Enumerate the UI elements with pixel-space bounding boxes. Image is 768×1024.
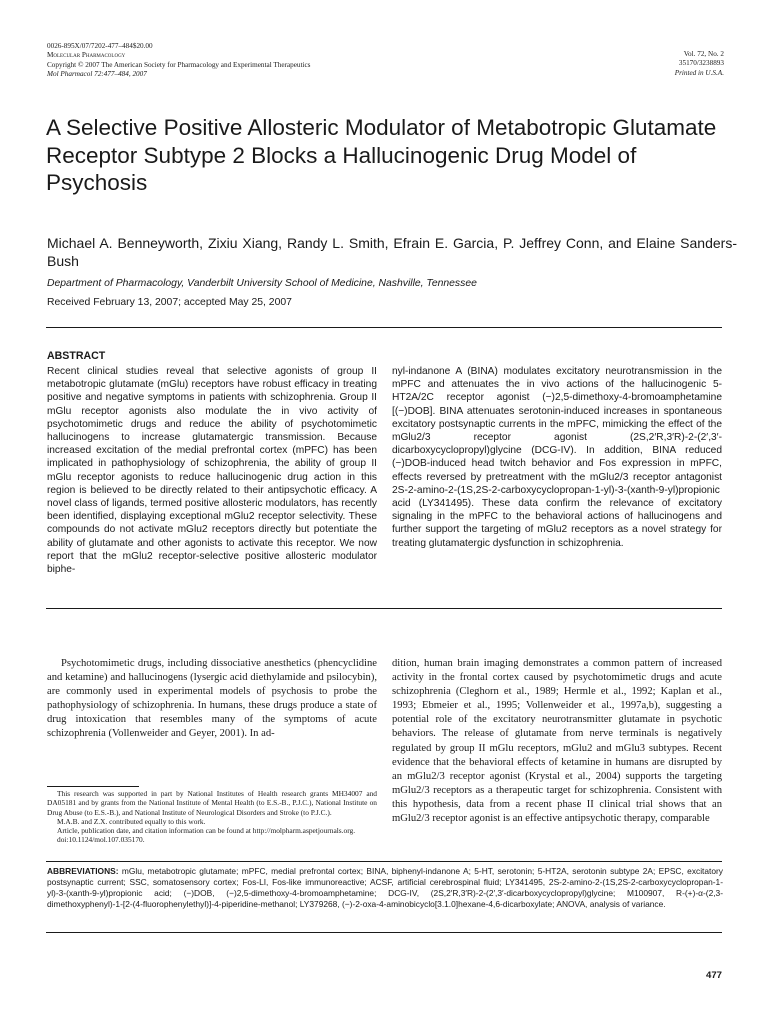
abstract-heading: ABSTRACT — [47, 350, 106, 362]
page-number: 477 — [705, 970, 722, 981]
received-dates: Received February 13, 2007; accepted May 25, 2007 — [47, 297, 292, 308]
publication-footnote: Article, publication date, and citation information can be found at http://molpharm.aspetjournals.org. — [57, 826, 356, 836]
journal-header-right — [675, 50, 724, 78]
top-divider — [46, 327, 722, 328]
journal-name: Molecular Pharmacology — [47, 51, 126, 60]
contribution-footnote: M.A.B. and Z.X. contributed equally to this work. — [57, 816, 206, 826]
citation-line: Mol Pharmacol 72:477–484, 2007 — [47, 70, 147, 79]
abbreviations — [47, 866, 723, 910]
bottom-divider — [46, 932, 722, 933]
abbreviations-label: ABBREVIATIONS: — [47, 866, 119, 876]
abstract-right-column: nyl-indanone A (BINA) modulates excitatory neurotransmission in the mPFC and attenuates the in vivo actions of the hallucinogenic 5-HT2A/2C receptor agonist (−)2,5-dimethoxy-4-bromoamphetamine [(−)DOB]. BINA attenuates serotonin-induced increases in spontaneous excitatory postsynaptic currents in the mPFC, mimicking the effect of the mGlu2/3 receptor agonist (2S,2′R,3′R)-2-(2′,3′-dicarboxycyclopropyl)glycine (DCG-IV). In addition, BINA reduced (−)DOB-induced head twitch behavior and Fos expression in mPFC, effects reversed by pretreatment with the mGlu2/3 receptor antagonist 2S-2-amino-2-(1S,2S-2-carboxycyclopropan-1-yl)-3-(xanth-9-yl)propionic acid (LY341495). These data confirm the relevance of excitatory signaling in the mPFC to the behavioral actions of hallucinogens and further support the targeting of mGlu2 receptors as a novel strategy for treating glutamatergic dysfunction in schizophrenia. — [392, 366, 722, 549]
article-id: 35170/3238893 — [678, 59, 724, 68]
abbreviations-divider — [46, 861, 722, 862]
abstract-left-column: Recent clinical studies reveal that selective agonists of group II metabotropic glutamate (mGlu) receptors have robust efficacy in treating positive and negative symptoms in patients with schizophrenia. Group II mGlu receptor agonists also modulate the in vivo activity of psychotomimetic drugs and reduce the ability of psychotomimetic hallucinogens to increase glutamatergic transmission. Because increased excitation of the medial prefrontal cortex (mPFC) has been implicated in pathophysiology of schizophrenia, the ability of group II mGlu receptor agonists to reduce hallucinogenic drug action in this region is believed to be directly related to their antipsychotic efficacy. A novel class of ligands, termed positive allosteric modulators, has recently been identified, displaying exceptional mGlu2 receptor selectivity. These compounds do not activate mGlu2 receptors directly but potentiate the ability of glutamate and other agonists to activate this receptor. We now report that the mGlu2 receptor-selective positive allosteric modulator biphe- — [47, 366, 377, 576]
author-list: Michael A. Benneyworth, Zixiu Xiang, Randy L. Smith, Efrain E. Garcia, P. Jeffrey Conn, and Elaine Sanders-Bush — [47, 235, 737, 269]
abstract-divider — [46, 608, 722, 609]
journal-header-left — [47, 42, 310, 80]
abbreviations-text: mGlu, metabotropic glutamate; mPFC, medial prefrontal cortex; BINA, biphenyl-indanone A; 5-HT, serotonin; 5-HT2A, serotonin subtype 2A; EPSC, excitatory postsynaptic current; SSC, somatosensory cortex; Fos-LI, Fos-like immunoreactive; ACSF, artificial cerebrospinal fluid; LY341495, 2S-2-amino-2-(1S,2S-2-carboxycyclopropan-1-yl)-3-(xanth-9-yl)propionic acid; (−)DOB, (−)2,5-dimethoxy-4-bromoamphetamine; DCG-IV, (2S,2′R,3′R)-2-(2′,3′-dicarboxycyclopropyl)glycine; M100907, R-(+)-α-(2,3-dimethoxyphenyl)-1-[2-(4-fluorophenylethyl)]-4-piperidine-methanol; LY379268, (−)-2-oxa-4-aminobicyclo[3.1.0]hexane-4,6-dicarboxylate; ANOVA, analysis of variance. — [47, 866, 723, 909]
footnote-divider — [47, 786, 139, 787]
printed-line: Printed in U.S.A. — [674, 68, 724, 77]
footnotes — [47, 789, 377, 845]
body-left-column: Psychotomimetic drugs, including dissociative anesthetics (phencyclidine and ketamine) and hallucinogens (lysergic acid diethylamide and psilocybin), are commonly used in experimental models of psychosis to probe the pathophysiology of schizophrenia. In humans, these drugs produce a state of drug intoxication that resembles many of the symptoms of acute schizophrenia (Vollenweider and Geyer, 2001). In ad- — [47, 658, 377, 740]
affiliation: Department of Pharmacology, Vanderbilt University School of Medicine, Nashville, Tennessee — [47, 278, 477, 289]
article-title: A Selective Positive Allosteric Modulator of Metabotropic Glutamate Receptor Subtype 2 Blocks a Hallucinogenic Drug Model of Psychosis — [46, 115, 717, 195]
funding-footnote: This research was supported in part by National Institutes of Health research grants MH34007 and DA05181 and by grants from the National Institute of Mental Health (to E.S.-B., P.J.C.), National Institute on Drug Abuse (to E.S.-B.), and National Institute of Neurological Disorders and Stroke (to P.J.C.). — [47, 789, 377, 817]
body-right-column: dition, human brain imaging demonstrates a common pattern of increased activity in the frontal cortex caused by psychotomimetic drugs and acute schizophrenia (Cleghorn et al., 1989; Hermle et al., 1992; Kaplan et al., 1993; Ebmeier et al., 1995; Vollenweider et al., 1997a,b), suggesting a potential role of the excitatory neurotransmitter glutamate in psychotic behaviors. The release of glutamate from nerve terminals is negatively regulated by group II mGlu receptors, mGlu2 and mGlu3 subtypes. Recent evidence that the behavioral effects of ketamine in humans are disrupted by an mGlu2/3 receptor agonist (Krystal et al., 2004) supports the targeting mGlu2/3 receptors as a therapeutic target for schizophrenia. Consistent with this hypothesis, data from a recent phase II clinical trial shows that an mGlu2/3 receptor agonist is an effective antipsychotic therapy, comparable — [392, 658, 722, 825]
doi-footnote: doi:10.1124/mol.107.035170. — [57, 835, 145, 845]
issn-line: 0026-895X/07/7202-477–484$20.00 — [47, 42, 153, 50]
copyright-line: Copyright © 2007 The American Society for Pharmacology and Experimental Therapeutics — [47, 60, 311, 69]
volume-line: Vol. 72, No. 2 — [683, 50, 724, 58]
